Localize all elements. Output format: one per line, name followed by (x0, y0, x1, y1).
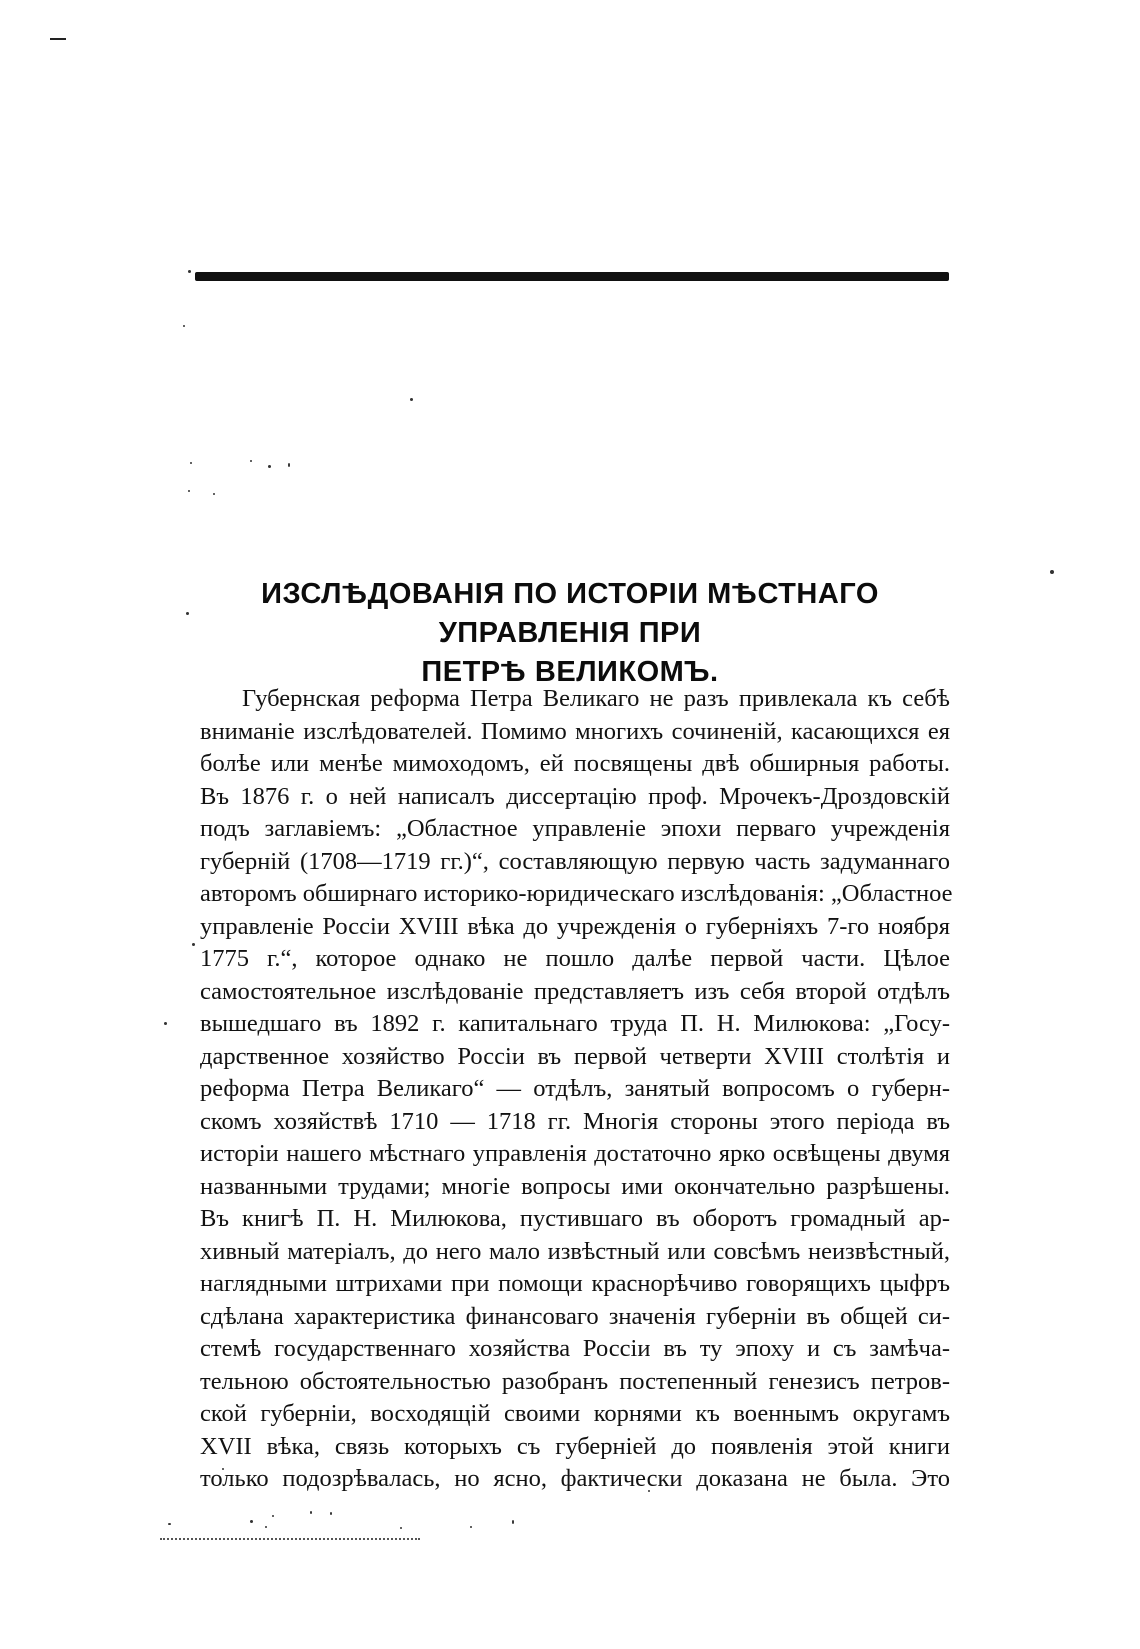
scan-speck (288, 463, 290, 467)
text-line: скомъ хозяйствѣ 1710 — 1718 гг. Многія стороны этого періода въ (200, 1107, 950, 1135)
text-line: Въ 1876 г. о ней написалъ диссертацію проф. Мрочекъ-Дроздовскій (200, 782, 950, 810)
scan-speck (168, 1523, 171, 1525)
scan-speck (410, 398, 413, 401)
text-line: 1775 г.“, которое однако не пошло далѣе первой части. Цѣлое (200, 945, 950, 972)
text-line: болѣе или менѣе мимоходомъ, ей посвящены двѣ обширныя работы. (200, 750, 950, 777)
scan-speck (164, 1022, 167, 1025)
scan-speck (250, 1520, 253, 1523)
text-line: стемѣ государственнаго хозяйства Россіи въ ту эпоху и съ замѣча- (200, 1335, 950, 1362)
title-line: ИЗСЛѢДОВАНІЯ ПО ИСТОРІИ МѢСТНАГО УПРАВЛЕНІЯ ПРИ (261, 578, 879, 649)
text-line: вышедшаго въ 1892 г. капитальнаго труда П. Н. Милюкова: „Госу- (200, 1010, 950, 1037)
text-line: сдѣлана характеристика финансоваго значенія губерніи въ общей си- (200, 1302, 950, 1330)
text-line: губерній (1708—1719 гг.)“, составляющую первую часть задуманнаго (200, 847, 950, 875)
scan-speck (190, 462, 192, 464)
text-line: Губернская реформа Петра Великаго не разъ привлекала къ себѣ (242, 685, 950, 712)
text-line: ской губерніи, восходящій своими корнями къ военнымъ округамъ (200, 1400, 950, 1427)
text-line: названными трудами; многіе вопросы ими окончательно разрѣшены. (200, 1172, 950, 1200)
text-line: исторіи нашего мѣстнаго управленія достаточно ярко освѣщены двумя (200, 1140, 950, 1167)
scan-speck (188, 270, 191, 273)
page-title (180, 575, 960, 692)
text-line: хивный матеріалъ, до него мало извѣстный или совсѣмъ неизвѣстный, (200, 1237, 950, 1265)
text-line: самостоятельное изслѣдованіе представляетъ изъ себя второй отдѣлъ (200, 977, 950, 1005)
header-rule (195, 272, 949, 281)
scan-speck (192, 943, 195, 946)
text-line: Въ книгѣ П. Н. Милюкова, пустившаго въ оборотъ громадный ар- (200, 1205, 950, 1232)
text-line: тельною обстоятельностью разобранъ постепенный генезисъ петров- (200, 1367, 950, 1395)
scan-speck (265, 1526, 267, 1528)
scan-speck (400, 1527, 402, 1529)
scan-speck (272, 1515, 274, 1517)
scan-speck (1050, 570, 1054, 574)
scan-speck (213, 493, 215, 495)
text-line: XVII вѣка, связь которыхъ съ губерніей до появленія этой книги (200, 1432, 950, 1460)
text-line: только подозрѣвалась, но ясно, фактически доказана не была. Это (200, 1465, 950, 1492)
scan-speck (188, 490, 190, 492)
title-line: ПЕТРѢ ВЕЛИКОМЪ. (421, 656, 719, 688)
scan-speck (250, 460, 252, 462)
text-line: подъ заглавіемъ: „Областное управленіе эпохи перваго учрежденія (200, 815, 950, 842)
scan-speck (512, 1520, 514, 1524)
scan-speck (310, 1511, 312, 1514)
scan-speck (330, 1512, 332, 1515)
text-line: наглядными штрихами при помощи краснорѣчиво говорящихъ цыфръ (200, 1270, 950, 1297)
text-line: дарственное хозяйство Россіи въ первой четверти XVIII столѣтія и (200, 1042, 950, 1070)
scan-speck (183, 325, 185, 327)
body-paragraph (200, 683, 953, 1496)
scan-speck (268, 465, 271, 468)
scan-speck (470, 1526, 472, 1528)
text-line: авторомъ обширнаго историко-юридическаго изслѣдованія: „Областное (200, 880, 953, 907)
scan-dotted-mark (160, 1538, 420, 1542)
text-line: управленіе Россіи XVIII вѣка до учрежденія о губерніяхъ 7-го ноября (200, 912, 950, 940)
text-line: вниманіе изслѣдователей. Помимо многихъ сочиненій, касающихся ея (200, 717, 950, 745)
scan-corner-mark (50, 38, 66, 40)
text-line: реформа Петра Великаго“ — отдѣлъ, занятый вопросомъ о губерн- (200, 1075, 950, 1102)
